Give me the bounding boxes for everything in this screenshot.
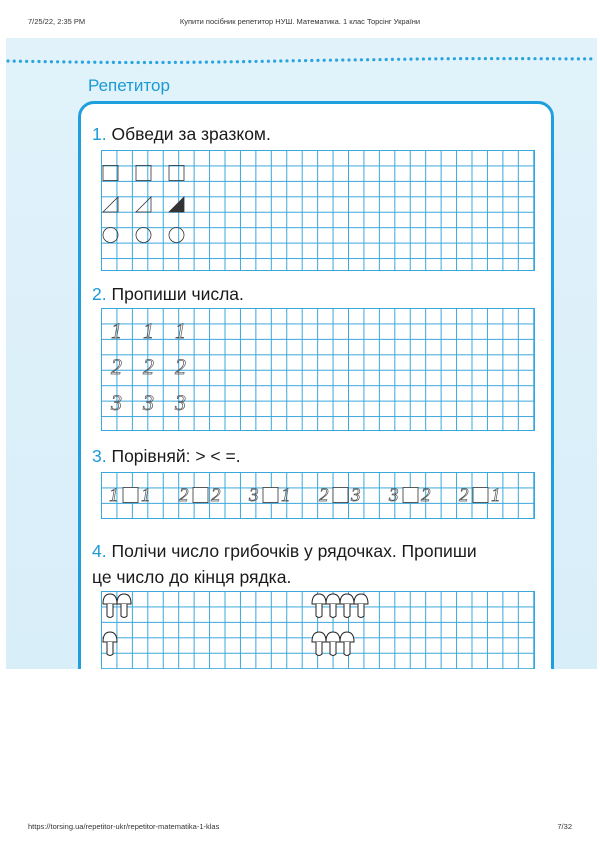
comparison-left: 3 [249,485,259,506]
decor-dot [478,57,481,60]
task-4-grid [101,591,535,669]
task-2-text: Пропиши числа. [111,284,244,304]
comparison-box [473,488,488,503]
decor-dot [13,60,16,63]
mushroom-icon [340,594,354,618]
comparison-left: 2 [319,485,329,506]
square-shape [103,166,118,181]
decor-dot [106,61,109,64]
exercise-card [78,101,554,669]
decor-dot [25,60,28,63]
decor-dot [360,58,363,61]
decor-dot [37,60,40,63]
decor-dot [366,58,369,61]
square-shape [136,166,151,181]
decor-dot [465,57,468,60]
decor-dot [292,59,295,62]
task-3-title [92,443,241,469]
triangle-shape [103,197,118,212]
decor-dot [496,57,499,60]
decor-dot [112,61,115,64]
decor-dot [31,60,34,63]
decor-dot [124,61,127,64]
decor-dot [75,60,78,63]
mushroom-icon [103,594,117,618]
decor-dot [422,57,425,60]
decor-dot [211,60,214,63]
task-3-number: 3. [92,446,107,466]
decor-dot [329,59,332,62]
decor-dot [341,58,344,61]
decor-dot [149,61,152,64]
decor-dot [143,61,146,64]
sample-digit: 3 [111,390,122,415]
decor-dot [254,60,257,63]
task-3-text: Порівняй: > < =. [111,446,241,466]
print-timestamp: 7/25/22, 2:35 PM [28,17,86,26]
decor-dot [564,57,567,60]
comparison-box [333,488,348,503]
comparison-right: 2 [421,485,431,506]
mushroom-icon [340,632,354,656]
mushroom-icon [326,632,340,656]
decor-dot [279,59,282,62]
sample-digit: 1 [111,318,122,343]
decor-dot [261,60,264,63]
decor-dot [192,61,195,64]
decor-dot [533,57,536,60]
sample-digit: 1 [143,318,154,343]
decor-dot [428,57,431,60]
task-1-sample-shapes [101,150,534,270]
sample-digit: 2 [143,354,154,379]
decor-dot [223,60,226,63]
comparison-box [193,488,208,503]
circle-shape [169,228,184,243]
print-page-counter: 7/32 [557,822,572,831]
decor-dot [267,60,270,63]
decor-dot [335,58,338,61]
decor-dot [304,59,307,62]
decor-dot [50,60,53,63]
book-page [6,38,597,669]
decor-dot [403,58,406,61]
task-1-number: 1. [92,124,107,144]
decor-dot [509,57,512,60]
decor-dot [130,61,133,64]
decor-dot [87,61,90,64]
comparison-box [263,488,278,503]
mushroom-icon [312,594,326,618]
comparison-right: 1 [141,485,151,506]
comparison-left: 3 [389,485,399,506]
print-page-title: Купити посібник репетитор НУШ. Математика. 1 клас Торсінг України [179,17,421,26]
decor-dot [310,59,313,62]
decor-dot [385,58,388,61]
decor-dot [118,61,121,64]
decor-dot [347,58,350,61]
task-3-comparisons [101,472,534,518]
task-2-grid [101,308,535,431]
triangle-shape [136,197,151,212]
circle-shape [103,228,118,243]
sample-digit: 3 [143,390,154,415]
decor-dot [453,57,456,60]
task-1-grid [101,150,535,271]
decor-dot [502,57,505,60]
sample-digit: 2 [175,354,186,379]
decor-dot [161,61,164,64]
dotted-decoration [6,53,597,69]
decor-dot [180,61,183,64]
decor-dot [583,57,586,60]
decor-dot [471,57,474,60]
mushroom-icon [103,632,117,656]
task-4-number: 4. [92,541,107,561]
decor-dot [273,60,276,63]
decor-dot [372,58,375,61]
decor-dot [230,60,233,63]
decor-dot [168,61,171,64]
task-1-text: Обведи за зразком. [111,124,271,144]
comparison-box [123,488,138,503]
decor-dot [155,61,158,64]
decor-dot [186,61,189,64]
decor-dot [56,60,59,63]
decor-dot [378,58,381,61]
decor-dot [447,57,450,60]
comparison-right: 1 [491,485,501,506]
print-url: https://torsing.ua/repetitor-ukr/repetitor-matematika-1-klas [28,822,220,831]
task-2-title [92,281,244,307]
book-header: Репетитор [88,76,170,95]
sample-digit: 2 [111,354,122,379]
task-4-mushrooms [101,591,534,669]
decor-dot [137,61,140,64]
decor-dot [99,61,102,64]
decor-dot [434,57,437,60]
decor-dot [199,61,202,64]
decor-dot [577,57,580,60]
decor-dot [552,57,555,60]
decor-dot [409,58,412,61]
comparison-right: 2 [211,485,221,506]
task-2-number: 2. [92,284,107,304]
decor-dot [540,57,543,60]
comparison-left: 2 [459,485,469,506]
decor-dot [459,57,462,60]
comparison-right: 3 [351,485,361,506]
square-shape [169,166,184,181]
triangle-shape [169,197,184,212]
decor-dot [298,59,301,62]
task-4-title [92,538,477,590]
decor-dot [490,57,493,60]
task-3-grid [101,472,535,519]
task-2-sample-digits [101,308,534,430]
decor-dot [316,59,319,62]
comparison-box [403,488,418,503]
print-header [0,0,600,30]
decor-dot [416,57,419,60]
decor-dot [323,59,326,62]
sample-digit: 1 [175,318,186,343]
decor-dot [68,60,71,63]
comparison-left: 1 [109,485,119,506]
comparison-right: 1 [281,485,291,506]
mushroom-icon [326,594,340,618]
decor-dot [558,57,561,60]
task-1-title [92,121,271,147]
decor-dot [93,61,96,64]
decor-dot [174,61,177,64]
task-4-text: Полічи число грибочків у рядочках. Пропиши [111,541,477,561]
mushroom-icon [312,632,326,656]
decor-dot [546,57,549,60]
task-4-text-line2: це число до кінця рядка. [92,567,292,587]
decor-dot [242,60,245,63]
decor-dot [391,58,394,61]
decor-dot [6,59,9,62]
comparison-left: 2 [179,485,189,506]
decor-dot [589,57,592,60]
circle-shape [136,228,151,243]
decor-dot [521,57,524,60]
decor-dot [515,57,518,60]
decor-dot [571,57,574,60]
decor-dot [236,60,239,63]
decor-dot [440,57,443,60]
decor-dot [81,61,84,64]
decor-dot [527,57,530,60]
decor-dot [44,60,47,63]
decor-dot [397,58,400,61]
sample-digit: 3 [175,390,186,415]
decor-dot [62,60,65,63]
decor-dot [484,57,487,60]
decor-dot [19,60,22,63]
decor-dot [248,60,251,63]
decor-dot [285,59,288,62]
mushroom-icon [354,594,368,618]
mushroom-icon [117,594,131,618]
decor-dot [354,58,357,61]
decor-dot [217,60,220,63]
decor-dot [205,61,208,64]
